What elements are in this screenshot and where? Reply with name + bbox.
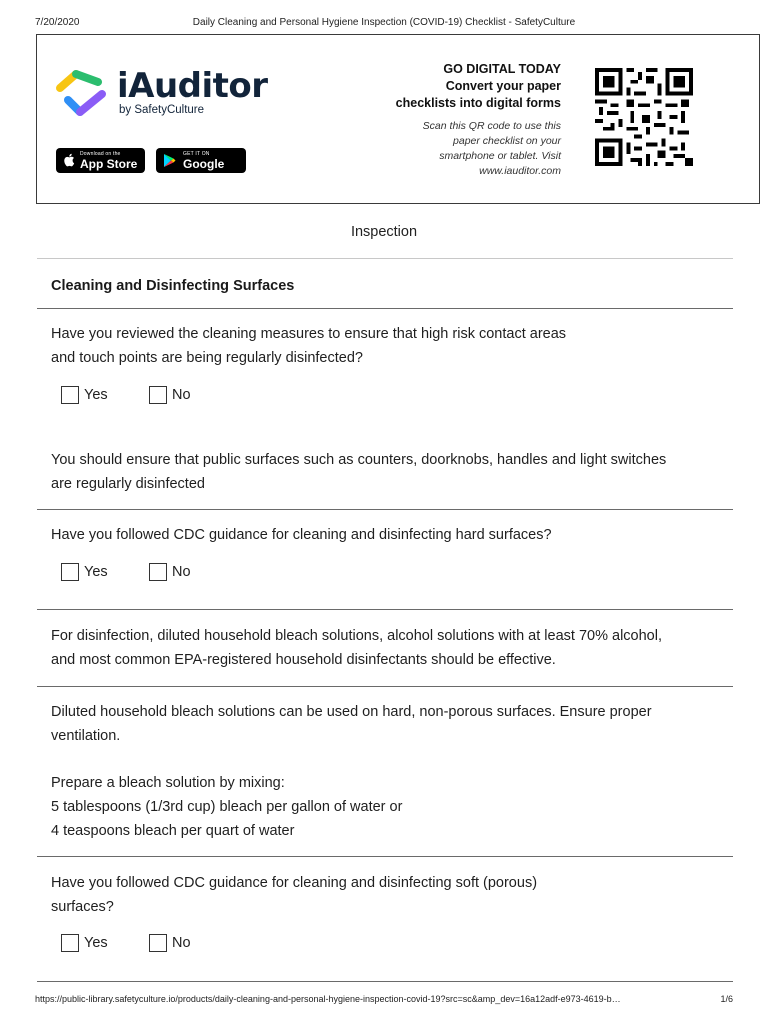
divider (37, 509, 733, 510)
checkbox[interactable] (149, 563, 167, 581)
question-1-line-2: and touch points are being regularly disinfected? (51, 350, 363, 366)
checkbox[interactable] (149, 386, 167, 404)
divider (37, 686, 733, 687)
no-label: No (172, 564, 191, 580)
scan-text-2: paper checklist on your (453, 135, 561, 147)
no-label: No (172, 387, 191, 403)
promo-line-2: Convert your paper (445, 79, 561, 93)
question-3-no-option[interactable] (149, 934, 191, 952)
question-2-yes-option[interactable] (61, 563, 108, 581)
iauditor-logo-icon (54, 68, 110, 120)
page-url: https://public-library.safetyculture.io/products/daily-cleaning-and-personal-hygiene-inspection-covid-19?src=sc&amp_dev=16a12adf-e973-4619-b… (35, 994, 621, 1004)
scan-text-3: smartphone or tablet. Visit (439, 150, 561, 162)
yes-label: Yes (84, 935, 108, 951)
question-2-no-option[interactable] (149, 563, 191, 581)
note-1-line-1: You should ensure that public surfaces such as counters, doorknobs, handles and light switches (51, 452, 667, 468)
question-1-line-1: Have you reviewed the cleaning measures to ensure that high risk contact areas (51, 326, 567, 342)
divider (37, 856, 733, 857)
note-3-line-5: 4 teaspoons bleach per quart of water (51, 823, 295, 839)
checkbox[interactable] (149, 934, 167, 952)
checkbox[interactable] (61, 386, 79, 404)
question-2-line-1: Have you followed CDC guidance for cleaning and disinfecting hard surfaces? (51, 527, 552, 543)
note-3-line-4: 5 tablespoons (1/3rd cup) bleach per gallon of water or (51, 799, 403, 815)
note-3-line-3: Prepare a bleach solution by mixing: (51, 775, 285, 791)
page-number: 1/6 (720, 994, 733, 1004)
app-store-badge[interactable] (56, 148, 145, 173)
google-play-icon (163, 153, 176, 168)
section-divider (37, 258, 733, 259)
question-3-line-1: Have you followed CDC guidance for cleaning and disinfecting soft (porous) (51, 875, 538, 891)
print-title: Daily Cleaning and Personal Hygiene Inspection (COVID-19) Checklist - SafetyCulture (192, 17, 576, 28)
google-play-label: Google Play (183, 157, 225, 185)
note-2-line-2: and most common EPA-registered household disinfectants should be effective. (51, 652, 556, 668)
checkbox[interactable] (61, 934, 79, 952)
note-3-line-1: Diluted household bleach solutions can be used on hard, non-porous surfaces. Ensure proper (51, 704, 652, 720)
promo-heading: GO DIGITAL TODAY (443, 62, 561, 76)
app-store-label: App Store (80, 157, 138, 171)
qr-code-icon (594, 68, 694, 166)
print-date: 7/20/2020 (35, 17, 80, 28)
google-play-small-text: GET IT ON (183, 151, 210, 157)
brand-name: iAuditor (117, 66, 268, 106)
category-heading: Cleaning and Disinfecting Surfaces (51, 278, 295, 294)
apple-icon (63, 153, 75, 167)
section-title: Inspection (350, 224, 418, 240)
yes-label: Yes (84, 564, 108, 580)
divider (37, 981, 733, 982)
no-label: No (172, 935, 191, 951)
app-store-small-text: Download on the (80, 151, 121, 157)
question-1-no-option[interactable] (149, 386, 191, 404)
scan-text-1: Scan this QR code to use this (422, 120, 561, 132)
note-3-line-2: ventilation. (51, 728, 121, 744)
google-play-badge[interactable] (156, 148, 246, 185)
divider (37, 308, 733, 309)
question-3-yes-option[interactable] (61, 934, 108, 952)
yes-label: Yes (84, 387, 108, 403)
note-2-line-1: For disinfection, diluted household bleach solutions, alcohol solutions with at least 70% alcohol, (51, 628, 662, 644)
scan-text-4: www.iauditor.com (479, 165, 561, 177)
brand-subtitle: by SafetyCulture (119, 104, 205, 116)
question-1-yes-option[interactable] (61, 386, 108, 404)
promo-line-3: checklists into digital forms (395, 96, 561, 110)
note-1-line-2: are regularly disinfected (51, 476, 205, 492)
checkbox[interactable] (61, 563, 79, 581)
question-3-line-2: surfaces? (51, 899, 114, 915)
divider (37, 609, 733, 610)
